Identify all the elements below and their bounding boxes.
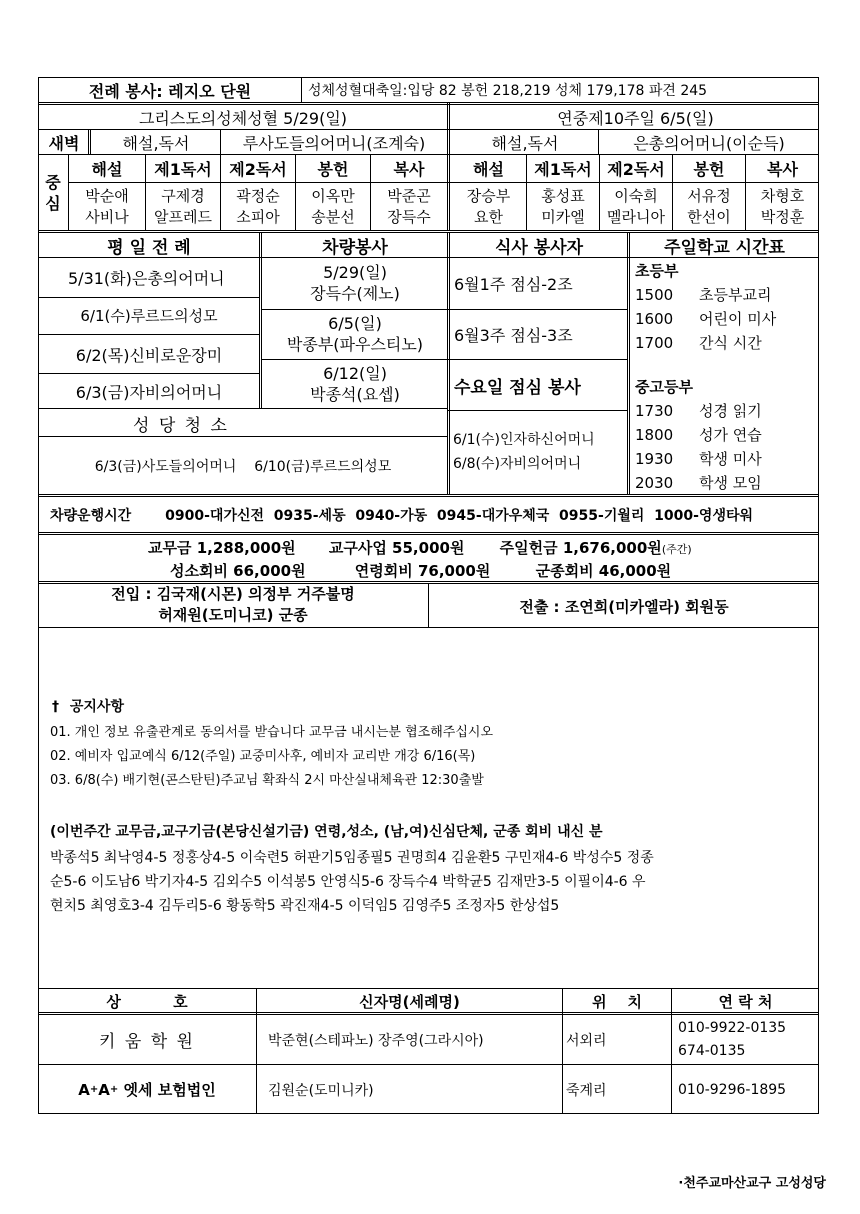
contrib-line: 현치5 최영호3-4 김두리5-6 황동학5 곽진재4-5 이덕임5 김영주5 조정자5 한상섭5 bbox=[50, 898, 560, 914]
finance-diocese-fee: 교무금 1,288,000원 bbox=[148, 539, 296, 557]
business-location: 서외리 bbox=[566, 1032, 607, 1049]
cross-icon: † bbox=[52, 699, 59, 715]
dawn-left-role: 해설,독서 bbox=[122, 133, 190, 153]
midday-left-header: 복사 bbox=[393, 160, 425, 179]
midday-left-cell: 박순애 사비나 bbox=[85, 187, 129, 226]
business-phone: 010-9296-1895 bbox=[678, 1081, 787, 1098]
schedule-row: 1930 학생 미사 bbox=[635, 450, 762, 468]
finance-vocation-fee: 성소회비 66,000원 bbox=[170, 562, 306, 580]
midday-right-cell: 장승부 요한 bbox=[466, 187, 511, 226]
midday-right-cell: 차형호 박정훈 bbox=[760, 187, 805, 226]
schedule-row: 1500 초등부교리 bbox=[635, 286, 772, 304]
business-phone-2: 674-0135 bbox=[678, 1043, 746, 1059]
business-header: 상 호 bbox=[106, 992, 188, 1011]
divider bbox=[68, 182, 819, 183]
midday-right-header: 제2독서 bbox=[607, 160, 665, 179]
midday-left-cell: 박준곤 장득수 bbox=[387, 187, 431, 226]
transfer-in-2: 허재원(도미니코) 군종 bbox=[158, 606, 308, 624]
cleaning-title: 성 당 청 소 bbox=[133, 415, 229, 436]
transfer-in-1: 전입 : 김국재(시몬) 의정부 거주불명 bbox=[111, 585, 355, 603]
footer-parish: ·천주교마산교구 고성성당 bbox=[678, 1176, 826, 1191]
business-header: 신자명(세례명) bbox=[359, 992, 460, 1011]
contrib-line: 박종석5 최낙영4-5 정홍상4-5 이숙련5 허판기5임종필5 권명희4 김윤환5 구민재4-6 박성수5 정종 bbox=[50, 850, 654, 866]
midday-right-cell: 홍성표 미카엘 bbox=[541, 187, 585, 226]
notice-title-text: 공지사항 bbox=[69, 699, 124, 715]
divider bbox=[448, 410, 628, 411]
vehicle-title: 차량봉사 bbox=[322, 237, 388, 258]
divider bbox=[671, 989, 672, 1114]
divider bbox=[38, 494, 819, 497]
finance-weekly-note: (주간) bbox=[661, 543, 692, 556]
sunday-school-schedule bbox=[635, 259, 817, 495]
business-header: 연 락 처 bbox=[718, 992, 773, 1011]
right-sunday-title: 연중제10주일 6/5(일) bbox=[557, 108, 714, 128]
notice-item: 02. 예비자 입교예식 6/12(주일) 교중미사후, 예비자 교리반 개강 6/16(목) bbox=[50, 749, 476, 764]
contrib-title: (이번주간 교무금,교구기금(본당신설기금) 연령,성소, (남,여)신심단체, 군종 회비 내신 분 bbox=[50, 824, 603, 840]
left-sunday-title: 그리스도의성체성혈 5/29(일) bbox=[138, 108, 348, 128]
shuttle-label: 차량운행시간 bbox=[50, 508, 132, 524]
midday-right-header: 해설 bbox=[473, 160, 504, 179]
transfer-out: 전출 : 조연희(미카엘라) 회원동 bbox=[519, 597, 729, 616]
business-phone-1: 010-9922-0135 bbox=[678, 1020, 787, 1036]
midday-left-header: 제1독서 bbox=[154, 160, 212, 179]
liturgy-service-title: 전례 봉사: 레지오 단원 bbox=[38, 77, 302, 103]
meal-item: 6월1주 점심-2조 bbox=[454, 274, 573, 294]
meal-wednesday-list bbox=[453, 428, 627, 476]
midday-right-header: 제1독서 bbox=[534, 160, 592, 179]
dawn-label: 새벽 bbox=[48, 133, 80, 153]
midday-label-2: 심 bbox=[45, 194, 61, 213]
meal-wednesday-item: 6/1(수)인자하신어머니 bbox=[453, 432, 595, 448]
business-members: 김원순(도미니카) bbox=[268, 1082, 374, 1099]
divider bbox=[447, 103, 450, 231]
vehicle-item: 5/29(일) 장득수(제노) bbox=[310, 263, 400, 303]
schedule-row: 2030 학생 모임 bbox=[635, 474, 762, 492]
weekday-item: 6/3(금)자비의어머니 bbox=[75, 382, 223, 402]
weekday-item: 6/1(수)루르드의성모 bbox=[80, 307, 218, 325]
midday-left-cell: 곽정순 소피아 bbox=[236, 187, 280, 226]
midday-right-cell: 서유정 한선이 bbox=[687, 187, 731, 226]
schedule-row: 1730 성경 읽기 bbox=[635, 402, 762, 420]
midday-label-1: 중 bbox=[45, 173, 61, 192]
secondary-title: 중고등부 bbox=[635, 378, 693, 396]
elementary-title: 초등부 bbox=[635, 262, 679, 280]
weekday-item: 6/2(목)신비로운장미 bbox=[75, 345, 223, 365]
shuttle-row bbox=[50, 498, 818, 532]
meal-wednesday-item: 6/8(수)자비의어머니 bbox=[453, 456, 582, 472]
midday-left-cell: 이옥만 송분선 bbox=[311, 187, 355, 226]
sunday-school-title: 주일학교 시간표 bbox=[664, 237, 785, 258]
divider bbox=[38, 532, 819, 535]
notice-item: 01. 개인 정보 유출관계로 동의서를 받습니다 교무금 내시는분 협조해주십시오 bbox=[50, 725, 494, 740]
business-name: A + A + 엣세 보험법인 bbox=[78, 1080, 216, 1099]
schedule-row: 1800 성가 연습 bbox=[635, 426, 762, 444]
midday-left-header: 해설 bbox=[91, 160, 123, 179]
midday-label bbox=[38, 155, 68, 231]
divider bbox=[38, 627, 819, 628]
divider bbox=[256, 989, 257, 1114]
finance-military-fee: 군종회비 46,000원 bbox=[535, 562, 672, 580]
finance-diocese-project: 교구사업 55,000원 bbox=[328, 539, 465, 557]
transfer-in bbox=[38, 584, 428, 626]
dawn-right-group: 은총의어머니(이순득) bbox=[633, 133, 785, 153]
meal-item: 6월3주 점심-3조 bbox=[454, 325, 573, 345]
notice-list bbox=[50, 721, 810, 793]
weekday-item: 5/31(화)은총의어머니 bbox=[68, 268, 225, 288]
business-name: 키 움 학 원 bbox=[99, 1032, 195, 1052]
notice-item: 03. 6/8(수) 배기현(콘스탄틴)주교님 확좌식 2시 마산실내체육관 12:30출발 bbox=[50, 773, 484, 788]
midday-left-cell: 구제경 알프레드 bbox=[154, 187, 212, 226]
finance-elder-fee: 연령회비 76,000원 bbox=[354, 562, 491, 580]
dawn-right-role: 해설,독서 bbox=[491, 133, 559, 153]
vehicle-item: 6/12(일) 박종석(요셉) bbox=[310, 364, 400, 404]
midday-right-header: 복사 bbox=[767, 160, 798, 179]
vehicle-item: 6/5(일) 박종부(파우스티노) bbox=[286, 314, 424, 354]
finance-sunday-offering: 주일헌금 1,676,000원 bbox=[499, 539, 662, 557]
business-location: 죽계리 bbox=[566, 1082, 607, 1099]
midday-right-cell: 이숙희 멜라니아 bbox=[607, 187, 665, 226]
meal-wednesday-title: 수요일 점심 봉사 bbox=[454, 377, 581, 398]
divider bbox=[562, 989, 563, 1114]
shuttle-times: 0900-대가신전 0935-세동 0940-가동 0945-대가우체국 0955-기월리 1000-영생타워 bbox=[165, 508, 754, 524]
corpus-christi-info: 성체성혈대축일:입당 82 봉헌 218,219 성체 179,178 파견 245 bbox=[308, 83, 708, 99]
divider bbox=[627, 233, 630, 495]
meal-title: 식사 봉사자 bbox=[494, 237, 584, 258]
schedule-row: 1600 어린이 미사 bbox=[635, 310, 777, 328]
divider bbox=[88, 130, 91, 154]
contrib-list bbox=[50, 846, 818, 918]
midday-left-header: 봉헌 bbox=[317, 160, 349, 179]
cleaning-text: 6/3(금)사도들의어머니 6/10(금)루르드의성모 bbox=[94, 459, 392, 475]
contrib-line: 순5-6 이도남6 박기자4-5 김외수5 이석봉5 안영식5-6 장득수4 박학균5 김재만3-5 이필이4-6 우 bbox=[50, 874, 646, 890]
finance-line-1 bbox=[148, 537, 818, 561]
midday-left-header: 제2독서 bbox=[229, 160, 287, 179]
weekday-title: 평 일 전 례 bbox=[107, 237, 191, 258]
dawn-left-group: 루사도들의어머니(조계숙) bbox=[242, 133, 426, 153]
business-phone bbox=[678, 1017, 818, 1063]
schedule-row: 1700 간식 시간 bbox=[635, 334, 762, 352]
notice-title bbox=[52, 696, 124, 718]
business-header: 위 치 bbox=[592, 992, 642, 1011]
business-members: 박준현(스테파노) 장주영(그라시아) bbox=[268, 1032, 484, 1049]
midday-right-header: 봉헌 bbox=[693, 160, 725, 179]
